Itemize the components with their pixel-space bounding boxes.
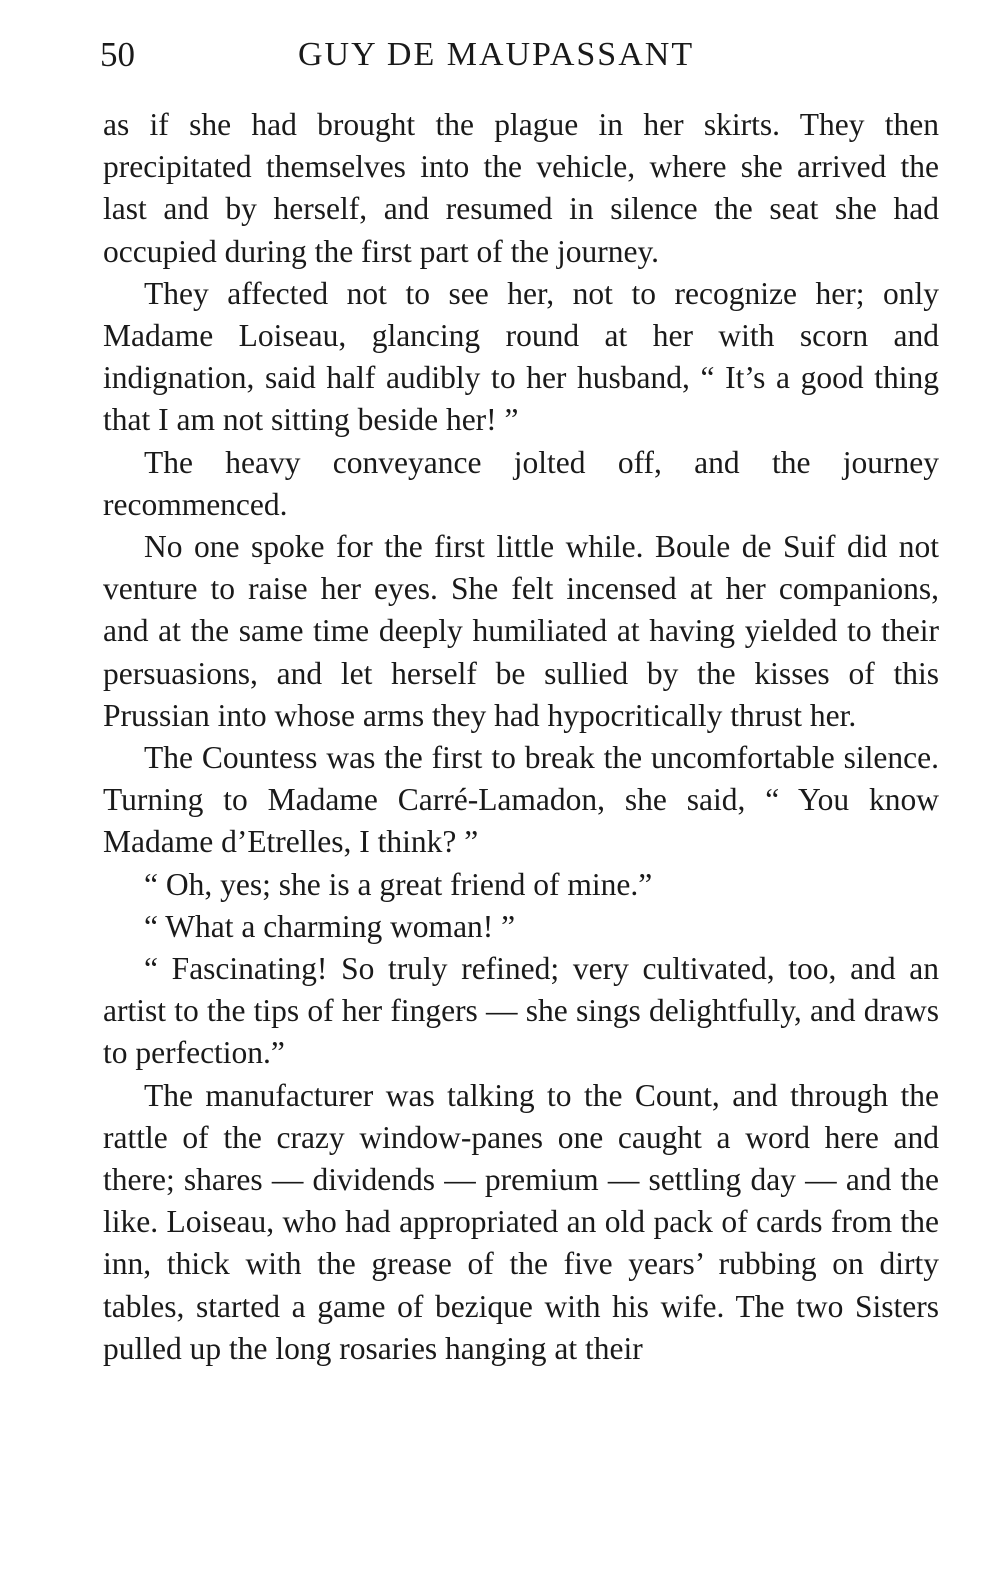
running-title: GUY DE MAUPASSANT	[298, 36, 695, 73]
paragraph: “ What a charming woman! ”	[144, 908, 516, 944]
paragraph: “ Oh, yes; she is a great friend of mine.”	[144, 866, 653, 902]
page-number: 50	[100, 35, 135, 74]
running-head	[100, 30, 940, 80]
paragraph: The Countess was the first to break the uncomfortable silence. Turning to Madame Carré-Lamadon, she said, “ You know Madame d’Etrelles, I think? ”	[103, 740, 939, 860]
paragraph: They affected not to see her, not to recognize her; only Madame Loiseau, glancing round at her with scorn and indignation, said half audibly to her husband, “ It’s a good thing that I am not sitting beside her! ”	[103, 275, 939, 438]
paragraph: The heavy conveyance jolted off, and the journey recommenced.	[103, 444, 939, 522]
paragraph: “ Fascinating! So truly refined; very cultivated, too, and an artist to the tips of her fingers — she sings delightfully, and draws to perfection.”	[103, 951, 939, 1071]
paragraph: No one spoke for the first little while. Boule de Suif did not venture to raise her eyes. She felt incensed at her companions, and at the same time deeply humiliated at having yielded to their persuasions, and let herself be sullied by the kisses of this Prussian into whose arms they had hypocritically thrust her.	[103, 529, 939, 733]
paragraph: The manufacturer was talking to the Count, and through the rattle of the crazy window-panes one caught a word here and there; shares — dividends — premium — settling day — and the like. Loiseau, who had appropriated an old pack of cards from the inn, thick with the grease of the five years’ rubbing on dirty tables, started a game of bezique with his wife. The two Sisters pulled up the long rosaries hanging at their	[103, 1077, 939, 1366]
body-text	[103, 104, 939, 1370]
paragraph: as if she had brought the plague in her skirts. They then precipitated themselves into the vehicle, where she arrived the last and by herself, and resumed in silence the seat she had occupied during the first part of the journey.	[103, 107, 939, 269]
